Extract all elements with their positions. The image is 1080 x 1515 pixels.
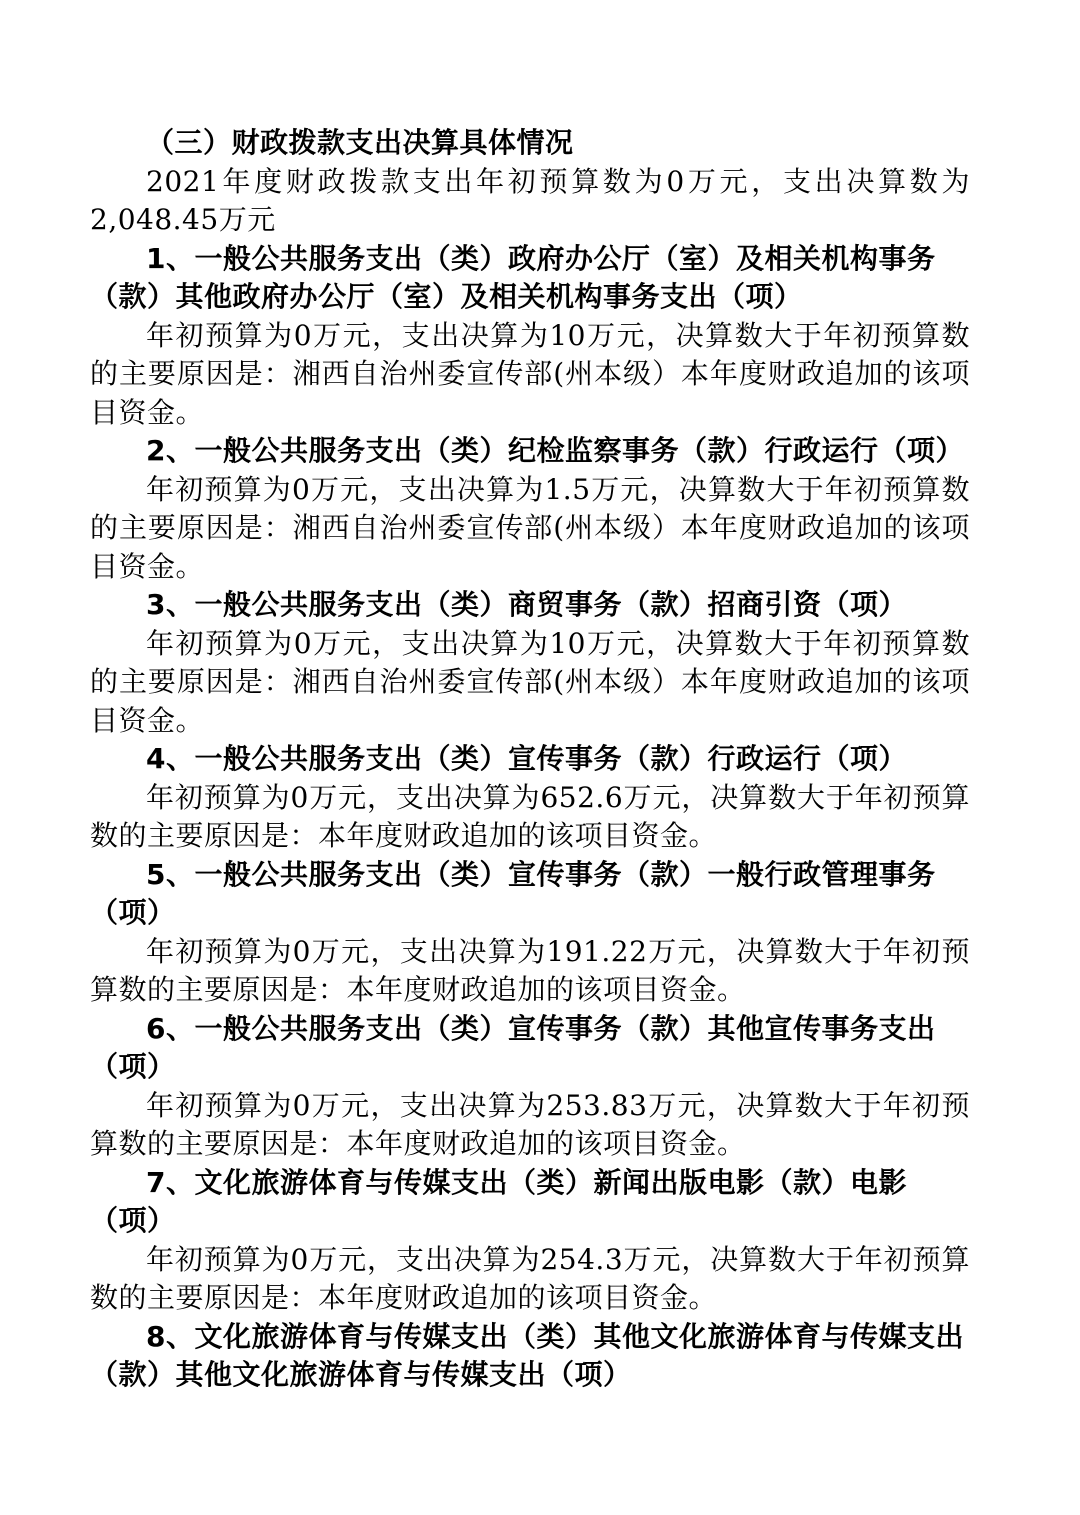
item-body: 年初预算为0万元，支出决算为652.6万元，决算数大于年初预算数的主要原因是：本年度财政追加的该项目资金。: [90, 780, 970, 852]
item-heading: 8、文化旅游体育与传媒支出（类）其他文化旅游体育与传媒支出（款）其他文化旅游体育与传媒支出（项）: [90, 1319, 964, 1391]
item-heading: 5、一般公共服务支出（类）宣传事务（款）一般行政管理事务（项）: [90, 857, 936, 929]
item-body: 年初预算为0万元，支出决算为254.3万元，决算数大于年初预算数的主要原因是：本年度财政追加的该项目资金。: [90, 1242, 970, 1314]
item-body: 年初预算为0万元，支出决算为10万元，决算数大于年初预算数的主要原因是：湘西自治州委宣传部(州本级）本年度财政追加的该项目资金。: [90, 318, 970, 429]
item-heading: 3、一般公共服务支出（类）商贸事务（款）招商引资（项）: [146, 588, 907, 621]
item-heading: 1、一般公共服务支出（类）政府办公厅（室）及相关机构事务（款）其他政府办公厅（室）及相关机构事务支出（项）: [90, 241, 936, 313]
item-body: 年初预算为0万元，支出决算为10万元，决算数大于年初预算数的主要原因是：湘西自治州委宣传部(州本级）本年度财政追加的该项目资金。: [90, 626, 970, 737]
document-page: [90, 124, 970, 1395]
item-body: 年初预算为0万元，支出决算为191.22万元，决算数大于年初预算数的主要原因是：本年度财政追加的该项目资金。: [90, 934, 970, 1006]
item-body: 年初预算为0万元，支出决算为1.5万元，决算数大于年初预算数的主要原因是：湘西自治州委宣传部(州本级）本年度财政追加的该项目资金。: [90, 472, 970, 583]
item-heading: 4、一般公共服务支出（类）宣传事务（款）行政运行（项）: [146, 742, 907, 775]
item-heading: 2、一般公共服务支出（类）纪检监察事务（款）行政运行（项）: [146, 434, 964, 467]
section-title: （三）财政拨款支出决算具体情况: [146, 126, 574, 159]
intro-paragraph: 2021年度财政拨款支出年初预算数为0万元，支出决算数为2,048.45万元: [90, 164, 970, 236]
item-heading: 6、一般公共服务支出（类）宣传事务（款）其他宣传事务支出（项）: [90, 1011, 936, 1083]
item-heading: 7、文化旅游体育与传媒支出（类）新闻出版电影（款）电影（项）: [90, 1165, 907, 1237]
item-body: 年初预算为0万元，支出决算为253.83万元，决算数大于年初预算数的主要原因是：本年度财政追加的该项目资金。: [90, 1088, 970, 1160]
